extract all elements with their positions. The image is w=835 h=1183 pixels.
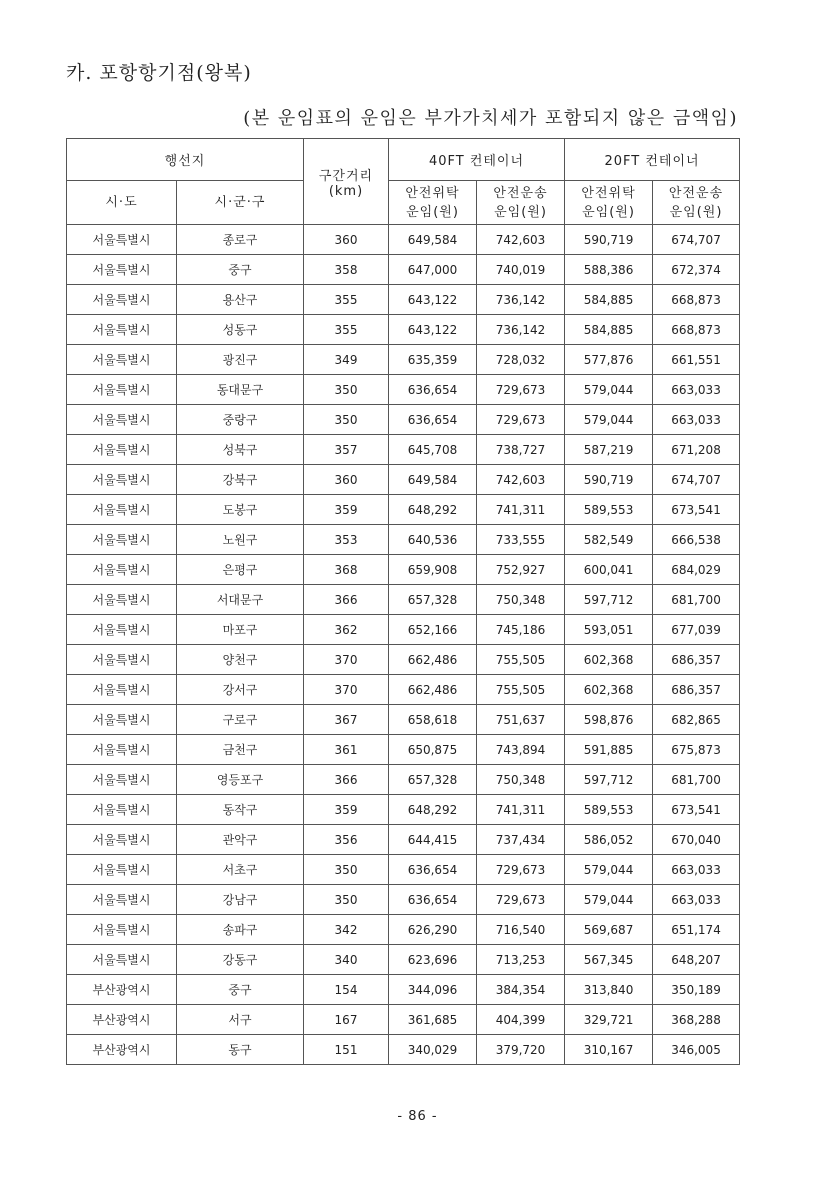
40ft-consign-cell: 636,654 [389, 405, 477, 435]
40ft-consign-cell: 662,486 [389, 645, 477, 675]
header-40ft: 40FT 컨테이너 [389, 139, 565, 181]
province-cell: 서울특별시 [67, 345, 177, 375]
header-40ft-transport [477, 181, 565, 225]
district-cell: 서초구 [177, 855, 304, 885]
table-row [67, 345, 740, 375]
province-cell: 서울특별시 [67, 615, 177, 645]
header-20ft-consign [565, 181, 653, 225]
district-cell: 금천구 [177, 735, 304, 765]
table-row [67, 975, 740, 1005]
header-20ft: 20FT 컨테이너 [565, 139, 740, 181]
40ft-consign-cell: 662,486 [389, 675, 477, 705]
20ft-transport-cell: 346,005 [653, 1035, 740, 1065]
20ft-transport-cell: 663,033 [653, 405, 740, 435]
20ft-consign-cell: 310,167 [565, 1035, 653, 1065]
40ft-consign-cell: 658,618 [389, 705, 477, 735]
district-cell: 성동구 [177, 315, 304, 345]
20ft-transport-cell: 681,700 [653, 585, 740, 615]
40ft-transport-cell: 736,142 [477, 315, 565, 345]
40ft-consign-cell: 636,654 [389, 375, 477, 405]
20ft-consign-cell: 313,840 [565, 975, 653, 1005]
district-cell: 중구 [177, 975, 304, 1005]
20ft-transport-cell: 671,208 [653, 435, 740, 465]
table-row [67, 375, 740, 405]
40ft-consign-cell: 644,415 [389, 825, 477, 855]
header-transport-label: 안전운송 [493, 185, 548, 201]
district-cell: 구로구 [177, 705, 304, 735]
province-cell: 서울특별시 [67, 285, 177, 315]
40ft-consign-cell: 659,908 [389, 555, 477, 585]
20ft-consign-cell: 569,687 [565, 915, 653, 945]
district-cell: 노원구 [177, 525, 304, 555]
distance-cell: 362 [304, 615, 389, 645]
20ft-transport-cell: 663,033 [653, 375, 740, 405]
district-cell: 관악구 [177, 825, 304, 855]
40ft-transport-cell: 379,720 [477, 1035, 565, 1065]
40ft-transport-cell: 745,186 [477, 615, 565, 645]
40ft-transport-cell: 737,434 [477, 825, 565, 855]
province-cell: 서울특별시 [67, 735, 177, 765]
20ft-consign-cell: 579,044 [565, 855, 653, 885]
20ft-consign-cell: 579,044 [565, 375, 653, 405]
province-cell: 서울특별시 [67, 855, 177, 885]
district-cell: 도봉구 [177, 495, 304, 525]
distance-cell: 154 [304, 975, 389, 1005]
20ft-consign-cell: 591,885 [565, 735, 653, 765]
table-row [67, 285, 740, 315]
40ft-consign-cell: 626,290 [389, 915, 477, 945]
province-cell: 서울특별시 [67, 795, 177, 825]
district-cell: 강동구 [177, 945, 304, 975]
province-cell: 부산광역시 [67, 1005, 177, 1035]
distance-cell: 355 [304, 315, 389, 345]
distance-cell: 353 [304, 525, 389, 555]
20ft-transport-cell: 686,357 [653, 645, 740, 675]
district-cell: 영등포구 [177, 765, 304, 795]
40ft-consign-cell: 635,359 [389, 345, 477, 375]
distance-cell: 366 [304, 585, 389, 615]
40ft-consign-cell: 652,166 [389, 615, 477, 645]
40ft-transport-cell: 741,311 [477, 795, 565, 825]
table-row [67, 465, 740, 495]
province-cell: 서울특별시 [67, 915, 177, 945]
header-province: 시·도 [67, 181, 177, 225]
distance-cell: 357 [304, 435, 389, 465]
40ft-transport-cell: 729,673 [477, 885, 565, 915]
20ft-consign-cell: 579,044 [565, 885, 653, 915]
20ft-transport-cell: 670,040 [653, 825, 740, 855]
20ft-consign-cell: 597,712 [565, 585, 653, 615]
page-number: - 86 - [397, 1109, 438, 1124]
province-cell: 서울특별시 [67, 645, 177, 675]
40ft-transport-cell: 729,673 [477, 405, 565, 435]
table-row [67, 225, 740, 255]
section-title: 카. 포항항기점(왕복) [66, 62, 252, 84]
20ft-transport-cell: 673,541 [653, 795, 740, 825]
20ft-transport-cell: 663,033 [653, 855, 740, 885]
district-cell: 용산구 [177, 285, 304, 315]
district-cell: 동작구 [177, 795, 304, 825]
20ft-transport-cell: 674,707 [653, 465, 740, 495]
distance-cell: 366 [304, 765, 389, 795]
header-distance-unit: (km) [328, 183, 364, 199]
province-cell: 서울특별시 [67, 945, 177, 975]
header-40ft-consign [389, 181, 477, 225]
header-consign-unit: 운임(원) [406, 204, 459, 220]
table-row [67, 585, 740, 615]
district-cell: 강남구 [177, 885, 304, 915]
40ft-consign-cell: 361,685 [389, 1005, 477, 1035]
40ft-transport-cell: 752,927 [477, 555, 565, 585]
20ft-consign-cell: 602,368 [565, 645, 653, 675]
table-row [67, 735, 740, 765]
table-row [67, 885, 740, 915]
20ft-transport-cell: 682,865 [653, 705, 740, 735]
table-row [67, 915, 740, 945]
40ft-transport-cell: 736,142 [477, 285, 565, 315]
distance-cell: 350 [304, 375, 389, 405]
header-distance-label: 구간거리 [318, 168, 374, 184]
province-cell: 서울특별시 [67, 315, 177, 345]
district-cell: 양천구 [177, 645, 304, 675]
20ft-transport-cell: 686,357 [653, 675, 740, 705]
distance-cell: 360 [304, 225, 389, 255]
header-transport-unit: 운임(원) [494, 204, 547, 220]
table-row [67, 1005, 740, 1035]
40ft-transport-cell: 713,253 [477, 945, 565, 975]
table-row [67, 435, 740, 465]
40ft-transport-cell: 740,019 [477, 255, 565, 285]
header-consign-unit: 운임(원) [582, 204, 635, 220]
distance-cell: 151 [304, 1035, 389, 1065]
district-cell: 성북구 [177, 435, 304, 465]
province-cell: 서울특별시 [67, 885, 177, 915]
20ft-consign-cell: 602,368 [565, 675, 653, 705]
40ft-consign-cell: 647,000 [389, 255, 477, 285]
vat-note: (본 운임표의 운임은 부가가치세가 포함되지 않은 금액임) [243, 108, 738, 129]
province-cell: 서울특별시 [67, 705, 177, 735]
40ft-transport-cell: 750,348 [477, 765, 565, 795]
40ft-consign-cell: 657,328 [389, 765, 477, 795]
table-row [67, 1035, 740, 1065]
table-row [67, 555, 740, 585]
province-cell: 서울특별시 [67, 225, 177, 255]
40ft-transport-cell: 741,311 [477, 495, 565, 525]
20ft-consign-cell: 567,345 [565, 945, 653, 975]
table-row [67, 525, 740, 555]
20ft-transport-cell: 668,873 [653, 285, 740, 315]
province-cell: 서울특별시 [67, 675, 177, 705]
20ft-consign-cell: 586,052 [565, 825, 653, 855]
distance-cell: 340 [304, 945, 389, 975]
distance-cell: 342 [304, 915, 389, 945]
header-transport-label: 안전운송 [668, 185, 724, 201]
20ft-consign-cell: 584,885 [565, 285, 653, 315]
20ft-consign-cell: 590,719 [565, 225, 653, 255]
20ft-consign-cell: 598,876 [565, 705, 653, 735]
20ft-transport-cell: 648,207 [653, 945, 740, 975]
20ft-transport-cell: 673,541 [653, 495, 740, 525]
district-cell: 은평구 [177, 555, 304, 585]
distance-cell: 361 [304, 735, 389, 765]
20ft-transport-cell: 672,374 [653, 255, 740, 285]
40ft-transport-cell: 742,603 [477, 465, 565, 495]
distance-cell: 349 [304, 345, 389, 375]
table-row [67, 645, 740, 675]
40ft-consign-cell: 645,708 [389, 435, 477, 465]
header-destination: 행선지 [67, 139, 304, 181]
20ft-consign-cell: 600,041 [565, 555, 653, 585]
20ft-transport-cell: 674,707 [653, 225, 740, 255]
40ft-consign-cell: 657,328 [389, 585, 477, 615]
40ft-consign-cell: 649,584 [389, 465, 477, 495]
40ft-transport-cell: 755,505 [477, 645, 565, 675]
40ft-transport-cell: 729,673 [477, 375, 565, 405]
20ft-consign-cell: 590,719 [565, 465, 653, 495]
distance-cell: 350 [304, 885, 389, 915]
district-cell: 중랑구 [177, 405, 304, 435]
distance-cell: 360 [304, 465, 389, 495]
province-cell: 부산광역시 [67, 1035, 177, 1065]
40ft-consign-cell: 643,122 [389, 285, 477, 315]
distance-cell: 368 [304, 555, 389, 585]
40ft-transport-cell: 716,540 [477, 915, 565, 945]
header-distance [304, 139, 389, 225]
40ft-consign-cell: 648,292 [389, 495, 477, 525]
20ft-consign-cell: 577,876 [565, 345, 653, 375]
table-row [67, 945, 740, 975]
20ft-consign-cell: 589,553 [565, 495, 653, 525]
40ft-transport-cell: 738,727 [477, 435, 565, 465]
province-cell: 서울특별시 [67, 375, 177, 405]
province-cell: 서울특별시 [67, 255, 177, 285]
distance-cell: 350 [304, 855, 389, 885]
20ft-transport-cell: 368,288 [653, 1005, 740, 1035]
district-cell: 동구 [177, 1035, 304, 1065]
table-row [67, 675, 740, 705]
district-cell: 마포구 [177, 615, 304, 645]
table-row [67, 495, 740, 525]
table-row [67, 855, 740, 885]
20ft-transport-cell: 663,033 [653, 885, 740, 915]
40ft-transport-cell: 751,637 [477, 705, 565, 735]
20ft-consign-cell: 589,553 [565, 795, 653, 825]
20ft-consign-cell: 593,051 [565, 615, 653, 645]
40ft-transport-cell: 750,348 [477, 585, 565, 615]
province-cell: 서울특별시 [67, 825, 177, 855]
40ft-consign-cell: 650,875 [389, 735, 477, 765]
province-cell: 서울특별시 [67, 525, 177, 555]
distance-cell: 167 [304, 1005, 389, 1035]
fare-table-body [67, 225, 740, 1065]
province-cell: 서울특별시 [67, 405, 177, 435]
province-cell: 부산광역시 [67, 975, 177, 1005]
distance-cell: 359 [304, 795, 389, 825]
table-row [67, 795, 740, 825]
20ft-transport-cell: 684,029 [653, 555, 740, 585]
province-cell: 서울특별시 [67, 465, 177, 495]
40ft-consign-cell: 648,292 [389, 795, 477, 825]
header-consign-label: 안전위탁 [405, 185, 460, 201]
header-transport-unit: 운임(원) [669, 204, 723, 220]
table-row [67, 255, 740, 285]
district-cell: 서대문구 [177, 585, 304, 615]
distance-cell: 367 [304, 705, 389, 735]
header-20ft-transport [653, 181, 740, 225]
40ft-consign-cell: 636,654 [389, 855, 477, 885]
40ft-transport-cell: 728,032 [477, 345, 565, 375]
40ft-transport-cell: 729,673 [477, 855, 565, 885]
distance-cell: 370 [304, 675, 389, 705]
district-cell: 강서구 [177, 675, 304, 705]
province-cell: 서울특별시 [67, 555, 177, 585]
20ft-transport-cell: 681,700 [653, 765, 740, 795]
province-cell: 서울특별시 [67, 495, 177, 525]
distance-cell: 355 [304, 285, 389, 315]
40ft-transport-cell: 384,354 [477, 975, 565, 1005]
20ft-transport-cell: 668,873 [653, 315, 740, 345]
district-cell: 강북구 [177, 465, 304, 495]
table-row [67, 315, 740, 345]
district-cell: 동대문구 [177, 375, 304, 405]
20ft-consign-cell: 584,885 [565, 315, 653, 345]
40ft-consign-cell: 649,584 [389, 225, 477, 255]
20ft-consign-cell: 582,549 [565, 525, 653, 555]
20ft-transport-cell: 661,551 [653, 345, 740, 375]
distance-cell: 358 [304, 255, 389, 285]
20ft-consign-cell: 329,721 [565, 1005, 653, 1035]
distance-cell: 350 [304, 405, 389, 435]
district-cell: 종로구 [177, 225, 304, 255]
distance-cell: 356 [304, 825, 389, 855]
district-cell: 중구 [177, 255, 304, 285]
20ft-transport-cell: 350,189 [653, 975, 740, 1005]
header-district: 시·군·구 [177, 181, 304, 225]
fare-table [66, 138, 740, 1065]
40ft-transport-cell: 742,603 [477, 225, 565, 255]
40ft-consign-cell: 340,029 [389, 1035, 477, 1065]
20ft-consign-cell: 597,712 [565, 765, 653, 795]
40ft-consign-cell: 640,536 [389, 525, 477, 555]
distance-cell: 359 [304, 495, 389, 525]
district-cell: 서구 [177, 1005, 304, 1035]
20ft-transport-cell: 675,873 [653, 735, 740, 765]
distance-cell: 370 [304, 645, 389, 675]
district-cell: 송파구 [177, 915, 304, 945]
table-row [67, 405, 740, 435]
province-cell: 서울특별시 [67, 435, 177, 465]
40ft-transport-cell: 733,555 [477, 525, 565, 555]
40ft-transport-cell: 755,505 [477, 675, 565, 705]
table-row [67, 825, 740, 855]
40ft-transport-cell: 404,399 [477, 1005, 565, 1035]
40ft-consign-cell: 623,696 [389, 945, 477, 975]
40ft-consign-cell: 636,654 [389, 885, 477, 915]
40ft-consign-cell: 643,122 [389, 315, 477, 345]
20ft-consign-cell: 587,219 [565, 435, 653, 465]
20ft-consign-cell: 579,044 [565, 405, 653, 435]
20ft-transport-cell: 651,174 [653, 915, 740, 945]
20ft-transport-cell: 666,538 [653, 525, 740, 555]
province-cell: 서울특별시 [67, 765, 177, 795]
table-row [67, 705, 740, 735]
table-row [67, 615, 740, 645]
header-consign-label: 안전위탁 [581, 185, 636, 201]
20ft-transport-cell: 677,039 [653, 615, 740, 645]
district-cell: 광진구 [177, 345, 304, 375]
20ft-consign-cell: 588,386 [565, 255, 653, 285]
table-row [67, 765, 740, 795]
province-cell: 서울특별시 [67, 585, 177, 615]
40ft-consign-cell: 344,096 [389, 975, 477, 1005]
40ft-transport-cell: 743,894 [477, 735, 565, 765]
